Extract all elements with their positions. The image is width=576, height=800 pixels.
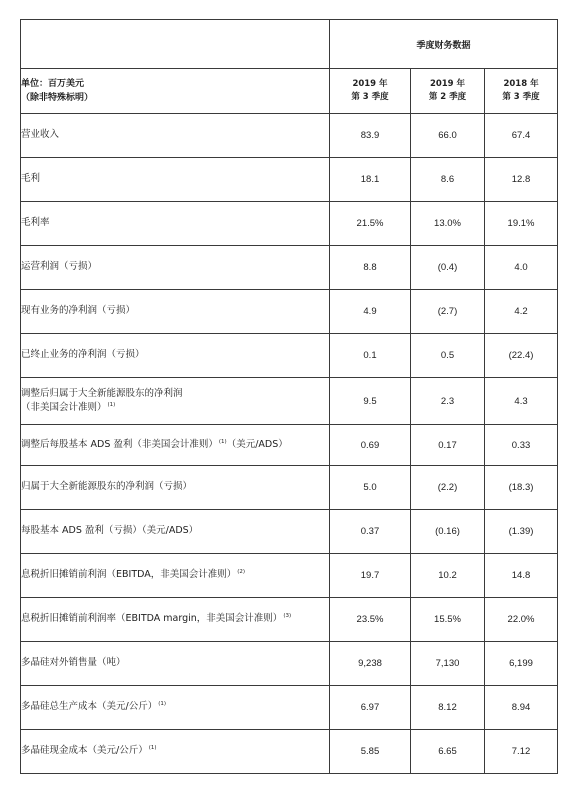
column-header-year: 2019 年: [429, 78, 466, 89]
value-cell: 8.6: [411, 158, 485, 202]
table-row: [21, 334, 558, 378]
value-cell: 9,238: [330, 642, 411, 686]
row-label-text: 毛利: [21, 173, 41, 185]
value-cell: 6.65: [411, 730, 485, 774]
value-cell: 6,199: [485, 642, 558, 686]
value-cell: (22.4): [485, 334, 558, 378]
row-label-text: 运营利润（亏损）: [21, 261, 98, 273]
row-label-text: 现有业务的净利润（亏损）: [21, 305, 136, 317]
row-label-text: 多晶硅总生产成本（美元/公斤）: [21, 701, 158, 713]
column-header-year: 2018 年: [503, 78, 539, 89]
row-label-text: 多晶硅现金成本（美元/公斤）: [21, 745, 148, 757]
column-header-q2-2019: [411, 69, 485, 114]
value-cell: 22.0%: [485, 598, 558, 642]
blank-corner-cell: [21, 20, 330, 69]
row-label: [21, 202, 330, 246]
value-cell: 4.0: [485, 246, 558, 290]
row-label: [21, 642, 330, 686]
value-cell: 2.3: [411, 378, 485, 425]
footnote-marker: (1): [158, 701, 166, 708]
value-cell: (0.16): [411, 510, 485, 554]
value-cell: 14.8: [485, 554, 558, 598]
value-cell: (1.39): [485, 510, 558, 554]
value-cell: (2.7): [411, 290, 485, 334]
value-cell: 7.12: [485, 730, 558, 774]
unit-line-2: （除非特殊标明）: [21, 93, 94, 103]
quarterly-financial-table: [20, 19, 558, 774]
row-label-unit: （美元/ADS）: [226, 438, 288, 450]
row-label: [21, 158, 330, 202]
footnote-marker: (1): [218, 438, 227, 445]
table-row: [21, 730, 558, 774]
value-cell: 9.5: [330, 378, 411, 425]
value-cell: 0.17: [411, 425, 485, 466]
row-label-text: 营业收入: [21, 129, 60, 141]
value-cell: 19.1%: [485, 202, 558, 246]
value-cell: 83.9: [330, 114, 411, 158]
row-label: [21, 686, 330, 730]
row-label: [21, 334, 330, 378]
row-label-text: 已终止业务的净利润（亏损）: [21, 349, 145, 361]
value-cell: 0.5: [411, 334, 485, 378]
section-title: 季度财务数据: [330, 20, 558, 69]
row-label: [21, 290, 330, 334]
table-row: [21, 642, 558, 686]
table-row: [21, 686, 558, 730]
unit-note: [21, 69, 330, 114]
value-cell: 18.1: [330, 158, 411, 202]
value-cell: 5.85: [330, 730, 411, 774]
table-row: [21, 554, 558, 598]
row-label: [21, 730, 330, 774]
value-cell: 66.0: [411, 114, 485, 158]
column-header-q3-2019: [330, 69, 411, 114]
table-row: [21, 158, 558, 202]
row-label-text-line-2: （非美国会计准则）: [21, 402, 107, 414]
table-row: [21, 246, 558, 290]
column-header-row: [21, 69, 558, 114]
row-label: [21, 554, 330, 598]
value-cell: (0.4): [411, 246, 485, 290]
footnote-marker: (3): [283, 613, 292, 620]
footnote-marker: (1): [148, 745, 157, 752]
value-cell: 0.1: [330, 334, 411, 378]
row-label-text: 每股基本 ADS 盈利（亏损）（美元/ADS）: [21, 525, 199, 537]
value-cell: 6.97: [330, 686, 411, 730]
row-label: [21, 598, 330, 642]
row-label: [21, 378, 330, 425]
value-cell: 8.8: [330, 246, 411, 290]
value-cell: 8.94: [485, 686, 558, 730]
row-label-text: 多晶硅对外销售量（吨）: [21, 657, 126, 669]
value-cell: 5.0: [330, 466, 411, 510]
row-label-text: 调整后每股基本 ADS 盈利（非美国会计准则）: [21, 438, 218, 450]
value-cell: 13.0%: [411, 202, 485, 246]
value-cell: (18.3): [485, 466, 558, 510]
row-label: [21, 114, 330, 158]
row-label: [21, 246, 330, 290]
table-row: [21, 114, 558, 158]
row-label: [21, 510, 330, 554]
value-cell: 0.33: [485, 425, 558, 466]
row-label-text: 息税折旧摊销前利润率（EBITDA margin，非美国会计准则）: [21, 613, 283, 625]
row-label-text: 息税折旧摊销前利润（EBITDA，非美国会计准则）: [21, 569, 237, 581]
unit-line-1: 单位：百万美元: [21, 78, 85, 89]
row-label: [21, 425, 330, 466]
value-cell: 10.2: [411, 554, 485, 598]
table-row: [21, 598, 558, 642]
table-title-row: [21, 20, 558, 69]
footnote-marker: (2): [237, 569, 246, 576]
table-row: [21, 466, 558, 510]
value-cell: 23.5%: [330, 598, 411, 642]
table-row: [21, 378, 558, 425]
value-cell: 8.12: [411, 686, 485, 730]
value-cell: 0.37: [330, 510, 411, 554]
table-row: [21, 510, 558, 554]
value-cell: 15.5%: [411, 598, 485, 642]
value-cell: 7,130: [411, 642, 485, 686]
value-cell: 4.9: [330, 290, 411, 334]
row-label-text: 毛利率: [21, 217, 50, 229]
value-cell: 19.7: [330, 554, 411, 598]
column-header-year: 2019 年: [352, 78, 388, 89]
value-cell: 4.3: [485, 378, 558, 425]
row-label: [21, 466, 330, 510]
table-row: [21, 290, 558, 334]
table-row: [21, 425, 558, 466]
column-header-q3-2018: [485, 69, 558, 114]
column-header-quarter: 第 3 季度: [502, 92, 540, 102]
footnote-marker: (1): [107, 401, 116, 408]
value-cell: 12.8: [485, 158, 558, 202]
row-label-text: 归属于大全新能源股东的净利润（亏损）: [21, 481, 193, 493]
value-cell: 21.5%: [330, 202, 411, 246]
value-cell: 67.4: [485, 114, 558, 158]
value-cell: 4.2: [485, 290, 558, 334]
table-row: [21, 202, 558, 246]
value-cell: (2.2): [411, 466, 485, 510]
column-header-quarter: 第 3 季度: [351, 92, 389, 102]
value-cell: 0.69: [330, 425, 411, 466]
row-label-text: 调整后归属于大全新能源股东的净利润: [21, 387, 183, 399]
column-header-quarter: 第 2 季度: [428, 92, 467, 102]
